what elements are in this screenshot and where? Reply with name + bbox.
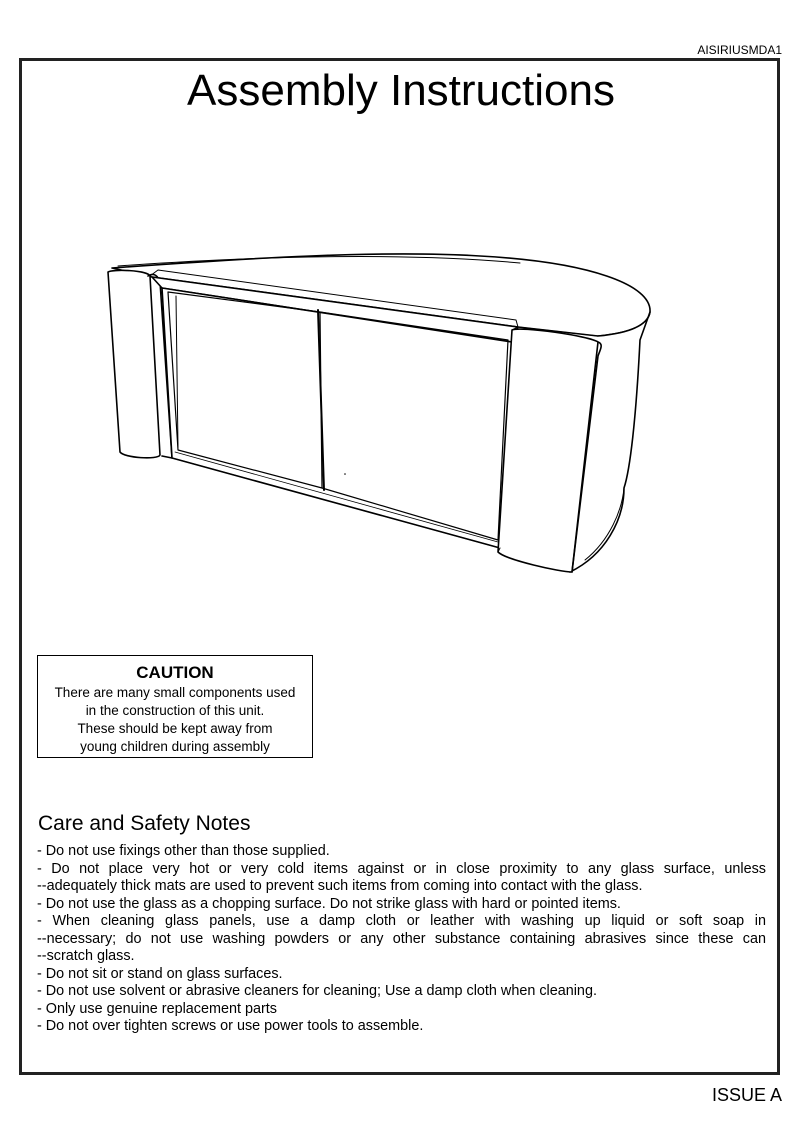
- care-note: --necessary; do not use washing powders or any other substance containing abrasives since these can: [37, 930, 766, 947]
- care-heading: Care and Safety Notes: [38, 812, 251, 835]
- care-note: - Do not use solvent or abrasive cleaners for cleaning; Use a damp cloth when cleaning.: [37, 983, 597, 999]
- care-note: - Do not over tighten screws or use power tools to assemble.: [37, 1018, 424, 1034]
- care-note: - Do not use the glass as a chopping surface. Do not strike glass with hard or pointed items.: [37, 895, 621, 912]
- care-note: --scratch glass.: [37, 948, 135, 964]
- document-code: AISIRIUSMDA1: [697, 43, 782, 57]
- issue-label: ISSUE A: [711, 1085, 782, 1105]
- care-note: - When cleaning glass panels, use a damp cloth or leather with washing up liquid or soft soap in: [37, 913, 766, 929]
- care-note: - Do not place very hot or very cold items against or in close proximity to any glass surface, unless: [37, 860, 766, 877]
- caution-box: [37, 655, 313, 758]
- page-title: Assembly Instructions: [187, 66, 615, 115]
- caution-line: young children during assembly: [80, 739, 270, 754]
- caution-line: in the construction of this unit.: [85, 703, 265, 718]
- care-note: - Do not sit or stand on glass surfaces.: [37, 965, 283, 982]
- care-note: --adequately thick mats are used to prevent such items from coming into contact with the glass.: [37, 878, 643, 894]
- care-notes: [37, 843, 766, 1036]
- caution-heading: CAUTION: [136, 663, 214, 682]
- tv-cabinet-drawing: [100, 245, 660, 580]
- care-note: - Only use genuine replacement parts: [37, 1000, 277, 1017]
- care-note: - Do not use fixings other than those supplied.: [37, 843, 330, 859]
- caution-line: There are many small components used: [54, 685, 296, 700]
- caution-line: These should be kept away from: [77, 721, 273, 736]
